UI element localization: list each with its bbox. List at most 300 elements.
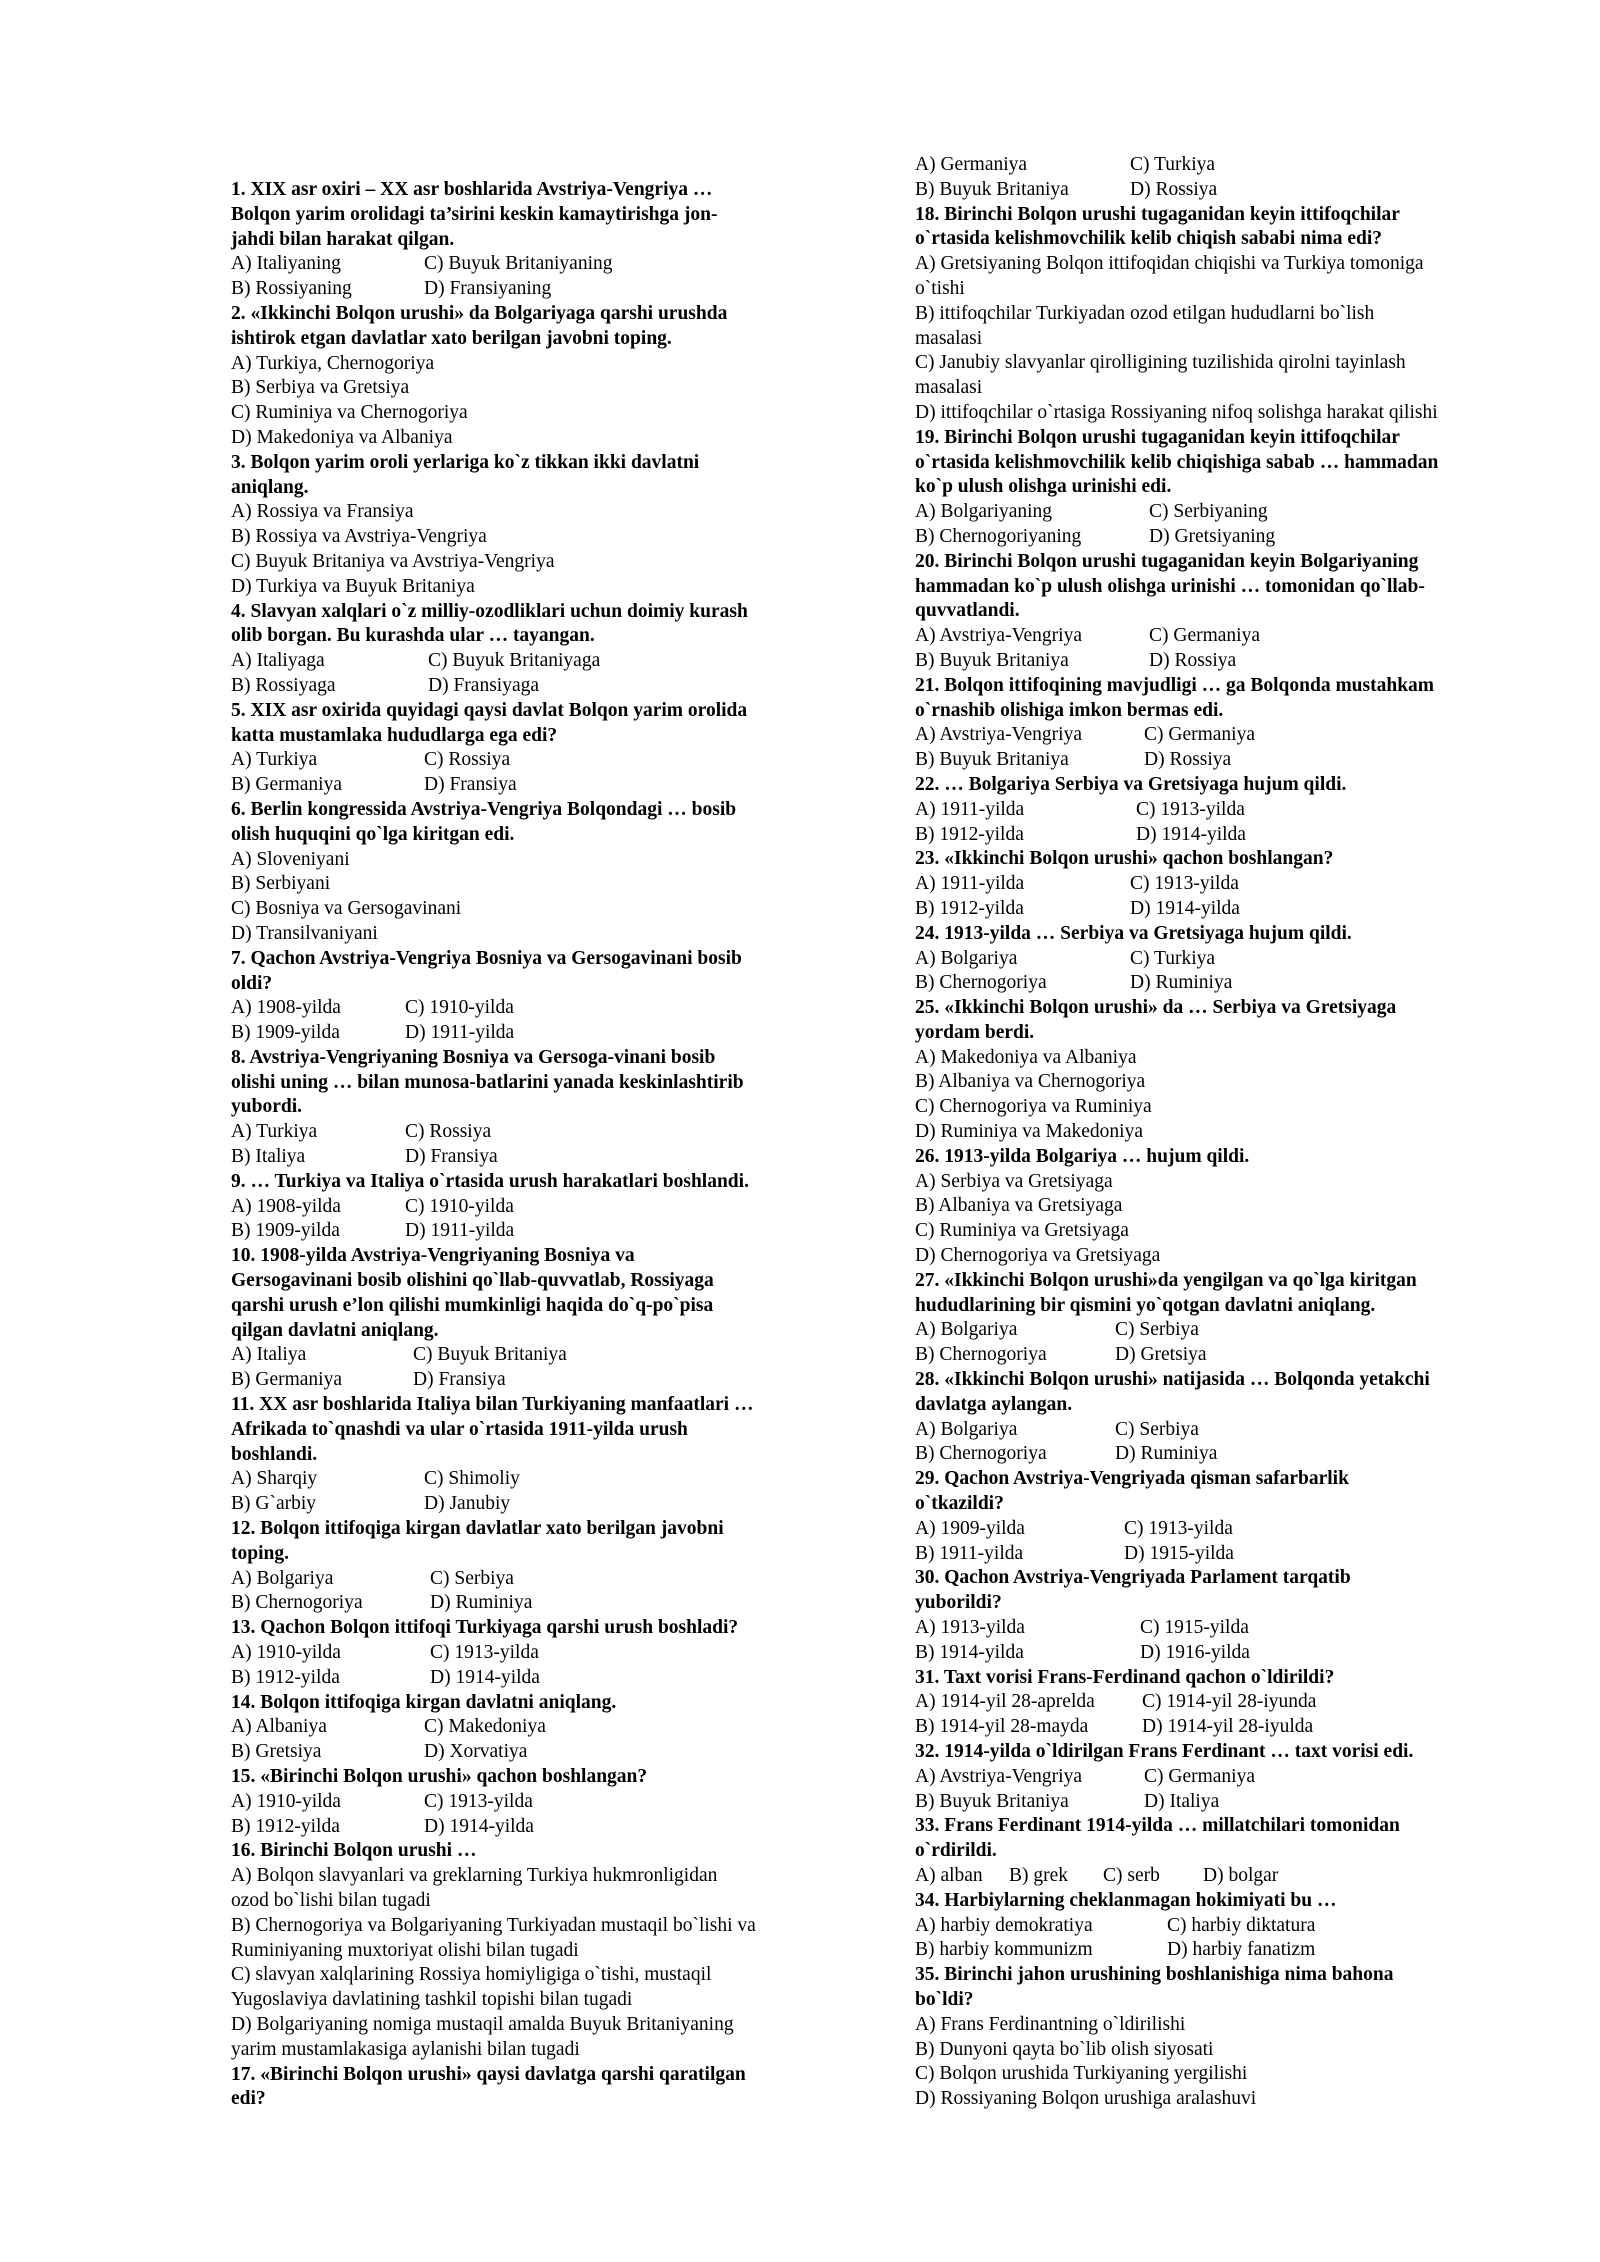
answer-row [915, 1938, 1515, 1963]
answer-options [915, 1046, 1515, 1145]
question-line: 33. Frans Ferdinant 1914-yilda … millatchilari tomonidan [915, 1815, 1400, 1837]
question-line: 5. XIX asr oxirida quyidagi qaysi davlat Bolqon yarim orolida [231, 699, 748, 721]
answer-options [231, 1120, 831, 1170]
answer-row [915, 1914, 1515, 1939]
answer-option: C) Makedoniya [424, 1716, 546, 1738]
answer-option: yarim mustamlakasiga aylanishi bilan tugadi [231, 2038, 580, 2060]
answer-options [915, 872, 1515, 922]
question-line: 24. 1913-yilda … Serbiya va Gretsiyaga hujum qildi. [915, 922, 1352, 944]
question-text [915, 550, 1515, 624]
answer-option: B) 1909-yilda [231, 1022, 340, 1044]
question-text [231, 1616, 831, 1641]
question-line: jahdi bilan harakat qilgan. [231, 228, 455, 250]
answer-row [231, 1195, 831, 1220]
question-text [231, 302, 831, 352]
question-line: hammadan ko`p ulush olishga urinishi … tomonidan qo`llab- [915, 575, 1425, 597]
answer-row [231, 1467, 831, 1492]
question-line: Afrikada to`qnashdi va ular o`rtasida 1911-yilda urush [231, 1418, 688, 1440]
answer-option: D) Gretsiyaning [1149, 525, 1276, 547]
question-line: yordam berdi. [915, 1021, 1035, 1043]
answer-options [231, 1790, 831, 1840]
answer-option: B) Italiya [231, 1146, 306, 1168]
answer-option: B) Chernogoriya [915, 1344, 1047, 1366]
question-text [231, 600, 831, 650]
answer-option: D) Fransiyaga [428, 674, 540, 696]
answer-option: C) Buyuk Britaniya va Avstriya-Vengriya [231, 550, 555, 572]
answer-option: B) 1912-yilda [231, 1815, 340, 1837]
question-line: 15. «Birinchi Bolqon urushi» qachon boshlangan? [231, 1766, 648, 1787]
question-line: 18. Birinchi Bolqon urushi tugaganidan keyin ittifoqchilar [915, 203, 1400, 225]
answer-option: C) Rossiya [405, 1121, 492, 1143]
answer-option: D) harbiy fanatizm [1167, 1939, 1316, 1961]
answer-row [231, 674, 831, 699]
answer-options [915, 500, 1515, 550]
answer-row [231, 1492, 831, 1517]
answer-options [231, 748, 831, 798]
answer-row [231, 1740, 831, 1765]
answer-row [915, 1318, 1515, 1343]
answer-option: B) 1912-yilda [231, 1666, 340, 1688]
question-line: 8. Avstriya-Vengriyaning Bosniya va Gersoga-vinani bosib [231, 1046, 716, 1068]
answer-option: B) Germaniya [231, 774, 343, 796]
answer-options [915, 1864, 1515, 1889]
answer-option: B) grek [1009, 1864, 1069, 1886]
answer-row [231, 1368, 831, 1393]
answer-option: A) Gretsiyaning Bolqon ittifoqidan chiqishi va Turkiya tomoniga [915, 253, 1424, 275]
question-line: Gersogavinani bosib olishini qo`llab-quvvatlab, Rossiyaga [231, 1270, 714, 1292]
question-text [915, 426, 1515, 500]
answer-options [231, 996, 831, 1046]
answer-option: A) Turkiya, Chernogoriya [231, 352, 435, 374]
answer-option: B) harbiy kommunizm [915, 1939, 1093, 1961]
answer-option: C) Germaniya [1149, 625, 1261, 647]
answer-option: C) 1914-yil 28-iyunda [1142, 1691, 1317, 1713]
answer-option: D) Italiya [1144, 1790, 1220, 1812]
question-line: 11. XX asr boshlarida Italiya bilan Turkiyaning manfaatlari … [231, 1394, 754, 1416]
answer-options [231, 1567, 831, 1617]
answer-row [915, 823, 1515, 848]
question-line: oldi? [231, 972, 273, 994]
answer-option: D) 1916-yilda [1140, 1641, 1250, 1663]
question-line: 29. Qachon Avstriya-Vengriyada qisman safarbarlik [915, 1468, 1349, 1490]
answer-row [915, 748, 1515, 773]
question-line: 28. «Ikkinchi Bolqon urushi» natijasida … Bolqonda yetakchi [915, 1369, 1430, 1391]
answer-option: B) Rossiyaning [231, 278, 352, 300]
answer-option: D) Gretsiya [1115, 1344, 1207, 1366]
question-line: o`rdirildi. [915, 1840, 997, 1862]
answer-option: A) alban [915, 1864, 983, 1886]
answer-options [915, 723, 1515, 773]
answer-option: C) 1910-yilda [405, 997, 514, 1019]
question-line: boshlandi. [231, 1443, 318, 1465]
answer-options [231, 1715, 831, 1765]
question-line: o`rnashib olishiga imkon bermas edi. [915, 699, 1224, 721]
answer-options [915, 1318, 1515, 1368]
answer-option: B) Chernogoriya [915, 1443, 1047, 1465]
question-line: aniqlang. [231, 476, 309, 498]
question-line: 2. «Ikkinchi Bolqon urushi» da Bolgariyaga qarshi urushda [231, 302, 728, 324]
answer-option: C) Chernogoriya va Ruminiya [915, 1096, 1152, 1118]
question-text [915, 1814, 1515, 1864]
answer-option: C) 1913-yilda [1124, 1517, 1233, 1539]
answer-option: D) 1911-yilda [405, 1022, 515, 1044]
answer-option: D) Turkiya va Buyuk Britaniya [231, 575, 475, 597]
answer-option: A) Rossiya va Fransiya [231, 501, 414, 523]
answer-option: A) Albaniya [231, 1716, 327, 1738]
answer-option: o`tishi [915, 277, 965, 299]
answer-option: D) Transilvaniyani [231, 922, 378, 944]
answer-row [915, 624, 1515, 649]
answer-option: B) Serbiya va Gretsiya [231, 377, 410, 399]
answer-row [915, 649, 1515, 674]
answer-option: A) 1909-yilda [915, 1517, 1025, 1539]
answer-option: C) Rossiya [424, 749, 511, 771]
question-text [915, 1666, 1515, 1691]
answer-option: B) 1912-yilda [915, 823, 1024, 845]
question-line: qilgan davlatni aniqlang. [231, 1319, 439, 1341]
question-line: bo`ldi? [915, 1988, 974, 2010]
answer-option: A) 1908-yilda [231, 1195, 341, 1217]
answer-option: D) Ruminiya [430, 1592, 533, 1614]
answer-option: C) Buyuk Britaniyaning [424, 253, 613, 275]
question-line: o`rtasida kelishmovchilik kelib chiqishiga sabab … hammadan [915, 451, 1439, 473]
question-text [231, 1765, 831, 1790]
answer-option: D) Ruminiya [1130, 972, 1233, 994]
answer-options [231, 252, 831, 302]
question-line: hududlarining bir qismini yo`qotgan davlatni aniqlang. [915, 1294, 1376, 1316]
question-line: 35. Birinchi jahon urushining boshlanishiga nima bahona [915, 1964, 1394, 1986]
question-text [915, 674, 1515, 724]
answer-option: D) 1914-yilda [1130, 897, 1240, 919]
answer-row [915, 525, 1515, 550]
answer-option: A) 1911-yilda [915, 873, 1025, 895]
answer-option: C) serb [1103, 1864, 1160, 1886]
answer-option: A) Avstriya-Vengriya [915, 1765, 1082, 1787]
answer-option: C) 1913-yilda [424, 1790, 533, 1812]
answer-row [231, 649, 831, 674]
question-line: yubordi. [231, 1096, 302, 1118]
answer-option: C) Turkiya [1130, 154, 1216, 175]
question-line: o`rtasida kelishmovchilik kelib chiqish sababi nima edi? [915, 228, 1383, 250]
answer-row [915, 1790, 1515, 1815]
answer-option: D) Fransiya [413, 1369, 506, 1391]
question-text [231, 451, 831, 501]
answer-option: B) Rossiya va Avstriya-Vengriya [231, 526, 487, 548]
question-line: 14. Bolqon ittifoqiga kirgan davlatni aniqlang. [231, 1691, 617, 1713]
answer-row [915, 1690, 1515, 1715]
question-line: 9. … Turkiya va Italiya o`rtasida urush harakatlari boshlandi. [231, 1170, 749, 1192]
question-text [231, 2063, 831, 2113]
question-text [231, 1839, 831, 1864]
question-text [915, 203, 1515, 253]
question-line: 6. Berlin kongressida Avstriya-Vengriya Bolqondagi … bosib [231, 798, 737, 820]
answer-option: B) Albaniya va Gretsiyaga [915, 1195, 1123, 1217]
answer-row [231, 1145, 831, 1170]
answer-option: B) Dunyoni qayta bo`lib olish siyosati [915, 2038, 1214, 2060]
answer-option: C) Bolqon urushida Turkiyaning yergilishi [915, 2063, 1248, 2085]
question-line: toping. [231, 1542, 289, 1564]
answer-options [915, 1914, 1515, 1964]
answer-option: A) Italiyaning [231, 253, 341, 275]
answer-options [915, 947, 1515, 997]
answer-option: A) Bolgariya [915, 1418, 1018, 1440]
question-line: ishtirok etgan davlatlar xato berilgan javobni toping. [231, 327, 672, 349]
question-line: 34. Harbiylarning cheklanmagan hokimiyati bu … [915, 1889, 1337, 1911]
question-text [915, 996, 1515, 1046]
question-line: 13. Qachon Bolqon ittifoqi Turkiyaga qarshi urush boshladi? [231, 1617, 739, 1639]
question-line: 32. 1914-yilda o`ldirilgan Frans Ferdinant … taxt vorisi edi. [915, 1741, 1414, 1762]
question-line: 23. «Ikkinchi Bolqon urushi» qachon boshlangan? [915, 848, 1334, 870]
answer-option: C) 1913-yilda [1130, 873, 1239, 895]
answer-row [915, 1616, 1515, 1641]
question-text [915, 1368, 1515, 1418]
question-line: olish huquqini qo`lga kiritgan edi. [231, 823, 515, 845]
answer-option: C) Shimoliy [424, 1468, 520, 1490]
answer-option: D) Rossiyaning Bolqon urushiga aralashuvi [915, 2088, 1257, 2110]
answer-option: C) Ruminiya va Gretsiyaga [915, 1220, 1129, 1242]
answer-option: C) Germaniya [1144, 1765, 1256, 1787]
answer-row [915, 1542, 1515, 1567]
answer-option: D) Ruminiya [1115, 1443, 1218, 1465]
answer-options [915, 798, 1515, 848]
answer-option: A) Turkiya [231, 1121, 318, 1143]
answer-option: ozod bo`lishi bilan tugadi [231, 1889, 431, 1911]
answer-options [231, 1343, 831, 1393]
question-line: olib borgan. Bu kurashda ular … tayangan. [231, 625, 595, 647]
question-line: o`tkazildi? [915, 1493, 1004, 1515]
answer-options [915, 1418, 1515, 1468]
answer-option: B) Buyuk Britaniya [915, 649, 1069, 671]
answer-options [915, 624, 1515, 674]
answer-option: C) Germaniya [1144, 724, 1256, 746]
answer-row [231, 773, 831, 798]
answer-option: B) 1909-yilda [231, 1220, 340, 1242]
question-text [231, 1393, 831, 1467]
answer-row [915, 872, 1515, 897]
answer-options [915, 1690, 1515, 1740]
answer-option: A) 1914-yil 28-aprelda [915, 1691, 1095, 1713]
question-text [231, 798, 831, 848]
answer-row [915, 723, 1515, 748]
question-line: olishi uning … bilan munosa-batlarini yanada keskinlashtirib [231, 1071, 744, 1093]
answer-row [915, 1442, 1515, 1467]
answer-option: B) 1912-yilda [915, 897, 1024, 919]
answer-row [231, 1219, 831, 1244]
left-column [231, 178, 831, 2112]
answer-option: D) Chernogoriya va Gretsiyaga [915, 1245, 1161, 1267]
answer-option: C) Ruminiya va Chernogoriya [231, 402, 468, 424]
answer-option: C) Serbiya [430, 1567, 514, 1589]
question-text [915, 1566, 1515, 1616]
question-line: 31. Taxt vorisi Frans-Ferdinand qachon o`ldirildi? [915, 1666, 1335, 1688]
question-text [231, 1517, 831, 1567]
answer-option: C) Janubiy slavyanlar qirolligining tuzilishida qirolni tayinlash [915, 352, 1406, 374]
answer-option: B) Chernogoriya [915, 972, 1047, 994]
answer-row [915, 1418, 1515, 1443]
answer-options [231, 1641, 831, 1691]
question-line: 22. … Bolgariya Serbiya va Gretsiyaga hujum qildi. [915, 773, 1347, 795]
answer-row [915, 1641, 1515, 1666]
answer-option: C) slavyan xalqlarining Rossiya homiyligiga o`tishi, mustaqil [231, 1964, 712, 1986]
answer-option: D) 1915-yilda [1124, 1542, 1234, 1564]
answer-option: A) Italiyaga [231, 650, 325, 672]
answer-option: D) Xorvatiya [424, 1741, 528, 1763]
question-text [915, 1467, 1515, 1517]
question-line: qarshi urush e’lon qilishi mumkinligi haqida do`q-po`pisa [231, 1294, 714, 1316]
question-line: 21. Bolqon ittifoqining mavjudligi … ga Bolqonda mustahkam [915, 674, 1435, 696]
question-line: Bolqon yarim orolidagi ta’sirini keskin kamaytirishga jon- [231, 203, 718, 225]
answer-option: A) Frans Ferdinantning o`ldirilishi [915, 2013, 1186, 2035]
answer-option: D) Fransiya [405, 1146, 498, 1168]
question-line: 16. Birinchi Bolqon urushi … [231, 1840, 477, 1862]
answer-option: C) Serbiya [1115, 1418, 1199, 1440]
answer-row [915, 1715, 1515, 1740]
answer-option: A) Sloveniyani [231, 848, 350, 870]
answer-option: C) 1910-yilda [405, 1195, 514, 1217]
answer-option: D) Bolgariyaning nomiga mustaqil amalda Buyuk Britaniyaning [231, 2013, 734, 2035]
answer-row [231, 1567, 831, 1592]
answer-row [915, 153, 1515, 178]
answer-option: D) 1914-yilda [424, 1815, 534, 1837]
answer-option: D) 1914-yil 28-iyulda [1142, 1716, 1314, 1738]
question-text [231, 178, 831, 252]
answer-row [231, 1120, 831, 1145]
question-text [915, 1145, 1515, 1170]
answer-option: B) Serbiyani [231, 873, 331, 895]
answer-row [231, 1790, 831, 1815]
answer-option: A) Germaniya [915, 154, 1028, 175]
answer-row [915, 897, 1515, 922]
answer-option: B) Buyuk Britaniya [915, 1790, 1069, 1812]
answer-option: D) 1911-yilda [405, 1220, 515, 1242]
answer-options [915, 1616, 1515, 1666]
answer-row [231, 1715, 831, 1740]
answer-row [915, 1343, 1515, 1368]
question-text [915, 1740, 1515, 1765]
answer-option: C) Turkiya [1130, 947, 1216, 969]
answer-option: A) Bolgariya [915, 947, 1018, 969]
question-line: davlatga aylangan. [915, 1393, 1073, 1415]
answer-option: B) Buyuk Britaniya [915, 749, 1069, 771]
answer-option: C) 1913-yilda [1136, 798, 1245, 820]
answer-row [231, 1666, 831, 1691]
answer-option: masalasi [915, 327, 983, 349]
answer-option: D) Rossiya [1149, 649, 1237, 671]
answer-options [231, 500, 831, 599]
answer-option: A) 1913-yilda [915, 1617, 1025, 1639]
answer-options [231, 649, 831, 699]
answer-option: D) Fransiya [424, 774, 517, 796]
answer-options [231, 1467, 831, 1517]
answer-options [915, 252, 1515, 426]
question-line: ko`p ulush olishga urinishi edi. [915, 476, 1172, 498]
answer-option: B) G`arbiy [231, 1493, 317, 1515]
question-line: katta mustamlaka hududlarga ega edi? [231, 724, 558, 746]
answer-option: C) 1915-yilda [1140, 1617, 1249, 1639]
answer-options [915, 1170, 1515, 1269]
question-text [915, 1269, 1515, 1319]
question-text [231, 699, 831, 749]
answer-option: B) 1914-yil 28-mayda [915, 1716, 1089, 1738]
answer-option: A) 1911-yilda [915, 798, 1025, 820]
answer-row [231, 748, 831, 773]
answer-option: A) Bolgariyaning [915, 501, 1053, 523]
answer-option: B) Chernogoriyaning [915, 525, 1082, 547]
question-text [915, 1963, 1515, 2013]
answer-option: A) Avstriya-Vengriya [915, 625, 1082, 647]
answer-option: D) bolgar [1203, 1864, 1279, 1886]
answer-option: B) Rossiyaga [231, 674, 336, 696]
answer-options [915, 2013, 1515, 2112]
question-text [915, 922, 1515, 947]
answer-options [231, 848, 831, 947]
answer-option: C) Buyuk Britaniya [413, 1344, 567, 1366]
answer-options [231, 1195, 831, 1245]
answer-option: Yugoslaviya davlatining tashkil topishi bilan tugadi [231, 1989, 633, 2011]
answer-option: A) 1908-yilda [231, 997, 341, 1019]
question-text [231, 947, 831, 997]
answer-row [231, 996, 831, 1021]
answer-options [915, 153, 1515, 203]
answer-options [915, 1517, 1515, 1567]
answer-row [231, 1815, 831, 1840]
answer-option: C) Serbiya [1115, 1319, 1199, 1341]
answer-option: B) Chernogoriya [231, 1592, 363, 1614]
answer-option: B) Gretsiya [231, 1741, 322, 1763]
question-line: yuborildi? [915, 1592, 1002, 1614]
answer-row [231, 1591, 831, 1616]
question-line: 30. Qachon Avstriya-Vengriyada Parlament tarqatib [915, 1567, 1351, 1589]
answer-option: A) Avstriya-Vengriya [915, 724, 1082, 746]
answer-option: masalasi [915, 377, 983, 399]
answer-option: D) Rossiya [1144, 749, 1232, 771]
right-column [915, 153, 1515, 2112]
answer-option: A) Makedoniya va Albaniya [915, 1046, 1137, 1068]
answer-option: D) Fransiyaning [424, 278, 552, 300]
answer-option: D) Ruminiya va Makedoniya [915, 1121, 1143, 1143]
answer-option: A) Bolgariya [915, 1319, 1018, 1341]
question-text [915, 773, 1515, 798]
question-line: edi? [231, 2088, 266, 2110]
answer-option: C) Bosniya va Gersogavinani [231, 898, 462, 920]
answer-option: A) 1910-yilda [231, 1790, 341, 1812]
answer-option: B) 1911-yilda [915, 1542, 1024, 1564]
answer-option: B) Albaniya va Chernogoriya [915, 1071, 1146, 1093]
question-text [915, 847, 1515, 872]
answer-option: Ruminiyaning muxtoriyat olishi bilan tugadi [231, 1939, 579, 1961]
answer-option: D) 1914-yilda [1136, 823, 1246, 845]
answer-row [915, 178, 1515, 203]
question-text [231, 1244, 831, 1343]
answer-option: A) Bolgariya [231, 1567, 334, 1589]
answer-row [915, 1864, 1515, 1889]
answer-row [231, 1021, 831, 1046]
answer-row [915, 1517, 1515, 1542]
answer-option: D) Janubiy [424, 1493, 511, 1515]
answer-option: A) Italiya [231, 1344, 307, 1366]
answer-option: B) ittifoqchilar Turkiyadan ozod etilgan hududlarni bo`lish [915, 302, 1375, 324]
answer-option: D) ittifoqchilar o`rtasiga Rossiyaning nifoq solishga harakat qilishi [915, 401, 1438, 423]
answer-option: C) 1913-yilda [430, 1642, 539, 1664]
answer-row [915, 500, 1515, 525]
question-line: 26. 1913-yilda Bolgariya … hujum qildi. [915, 1145, 1250, 1167]
answer-option: C) Buyuk Britaniyaga [428, 650, 601, 672]
answer-options [231, 352, 831, 451]
question-text [231, 1046, 831, 1120]
answer-option: A) Turkiya [231, 749, 318, 771]
question-line: 25. «Ikkinchi Bolqon urushi» da … Serbiya va Gretsiyaga [915, 997, 1397, 1019]
answer-option: D) Makedoniya va Albaniya [231, 426, 453, 448]
